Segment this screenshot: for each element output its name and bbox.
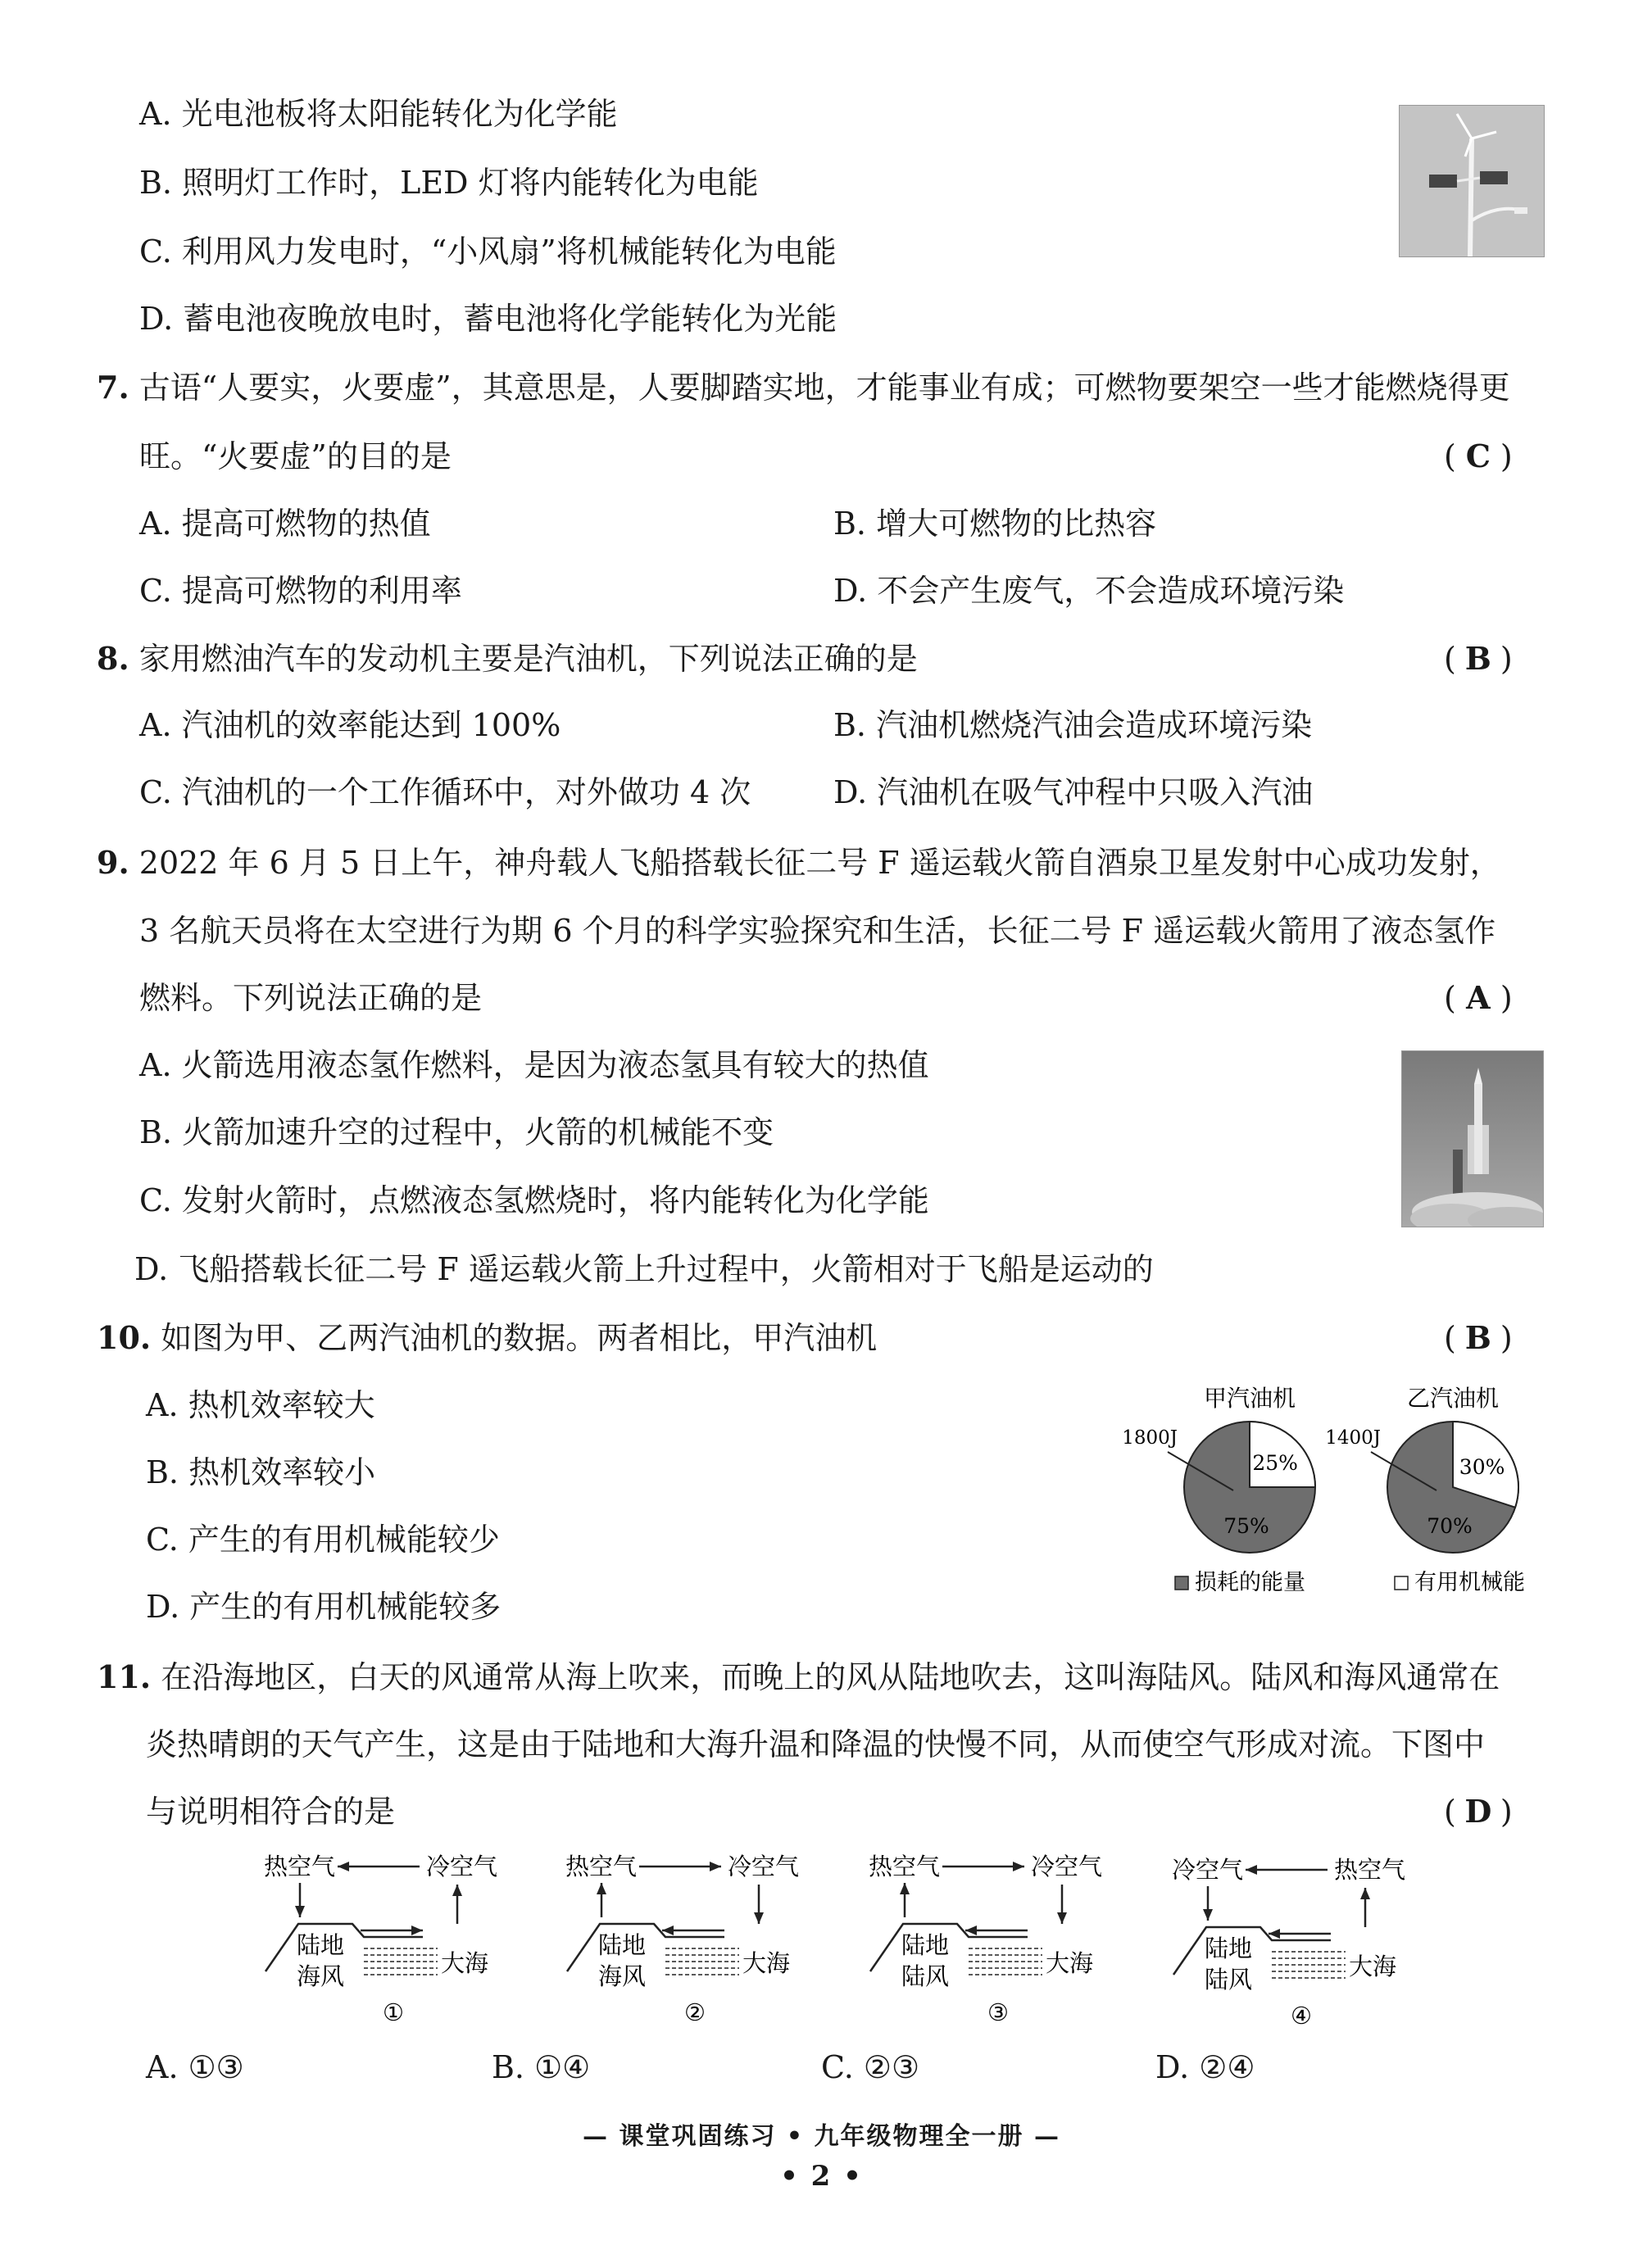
q6-option-d: D. 蓄电池夜晚放电时，蓄电池将化学能转化为光能	[139, 301, 837, 337]
footer-title: — 课堂巩固练习 • 九年级物理全一册 —	[583, 2122, 1060, 2151]
pie-loss-label-2: 70%	[1427, 1514, 1473, 1538]
diag-left-label-4: 冷空气	[1172, 1856, 1244, 1884]
q8-answer: ( B )	[1444, 640, 1513, 677]
diag-land-label-2: 陆地	[598, 1931, 647, 1959]
diag-right-arrow-1-head	[452, 1885, 462, 1896]
land-breeze-diagram-4	[1170, 1852, 1441, 2034]
q11-stem-1: 在沿海地区，白天的风通常从海上吹来，而晚上的风从陆地吹去，这叫海陆风。陆风和海风通常在	[161, 1659, 1500, 1695]
diag-top-arrow-2-head	[710, 1862, 721, 1871]
q9-option-d: D. 飞船搭载长征二号 F 遥运载火箭上升过程中，火箭相对于飞船是运动的	[134, 1251, 1154, 1287]
diag-sea-label-3: 大海	[1046, 1949, 1094, 1977]
energy-pie-charts	[1106, 1377, 1565, 1606]
diag-right-label-2: 冷空气	[728, 1853, 800, 1880]
diag-land-label-4: 陆地	[1205, 1935, 1253, 1962]
diag-land-label-3: 陆地	[901, 1931, 950, 1959]
q6-option-a: A. 光电池板将太阳能转化为化学能	[139, 96, 618, 132]
diag-wind-label-1: 海风	[297, 1962, 345, 1990]
q11-option-b: B. ①④	[492, 2049, 591, 2085]
q7-answer: ( C )	[1444, 438, 1513, 474]
q8-stem-1: 家用燃油汽车的发动机主要是汽油机，下列说法正确的是	[138, 641, 918, 677]
q11-stem-3: 与说明相符合的是	[146, 1794, 396, 1830]
q8-option-b: B. 汽油机燃烧汽油会造成环境污染	[833, 707, 1313, 743]
pie-total-label-2: 1400J	[1325, 1427, 1381, 1449]
diag-number-1: ①	[383, 1998, 404, 2026]
diag-wind-label-4: 陆风	[1205, 1966, 1253, 1994]
diag-wind-label-2: 海风	[598, 1962, 647, 1990]
q7-stem-1: 古语“人要实，火要虚”，其意思是，人要脚踏实地，才能事业有成；可燃物要架空一些才能燃烧得更	[138, 370, 1510, 406]
q11-option-c: C. ②③	[821, 2049, 920, 2085]
q11-number: 11.	[97, 1658, 152, 1695]
q8-number: 8.	[97, 640, 129, 677]
q10-option-d: D. 产生的有用机械能较多	[146, 1589, 502, 1625]
q9-stem-2: 3 名航天员将在太空进行为期 6 个月的科学实验探究和生活，长征二号 F 遥运载火箭用了液态氢作	[139, 913, 1496, 949]
pie-useful-label-1: 25%	[1252, 1450, 1298, 1475]
diag-right-label-4: 热空气	[1334, 1856, 1406, 1884]
q10-option-a: A. 热机效率较大	[146, 1387, 375, 1423]
q10-answer: ( B )	[1444, 1319, 1513, 1356]
diag-right-label-1: 冷空气	[426, 1853, 498, 1880]
q8-option-d: D. 汽油机在吸气冲程中只吸入汽油	[833, 774, 1314, 810]
diag-left-arrow-2-head	[597, 1883, 606, 1894]
diag-left-label-2: 热空气	[565, 1853, 638, 1880]
q10-option-b: B. 热机效率较小	[146, 1454, 376, 1490]
q9-number: 9.	[97, 844, 129, 881]
q7-number: 7.	[97, 369, 129, 406]
pie-title-1: 甲汽油机	[1203, 1385, 1296, 1412]
legend-swatch-useful	[1395, 1576, 1408, 1590]
page-number: • 2 •	[780, 2160, 863, 2193]
diag-left-arrow-1-head	[295, 1906, 305, 1917]
street-lamp-photo	[1399, 105, 1545, 257]
diag-number-2: ②	[684, 1998, 706, 2026]
q8-option-a: A. 汽油机的效率能达到 100%	[139, 707, 561, 743]
diag-top-arrow-1-head	[338, 1862, 349, 1871]
diag-top-arrow-4-head	[1246, 1865, 1257, 1875]
diag-land-label-1: 陆地	[297, 1931, 345, 1959]
q11-stem-2: 炎热晴朗的天气产生，这是由于陆地和大海升温和降温的快慢不同，从而使空气形成对流。下图中	[146, 1726, 1486, 1762]
diag-wind-label-3: 陆风	[901, 1962, 950, 1990]
pie-title-2: 乙汽油机	[1406, 1385, 1500, 1412]
q11-answer: ( D )	[1444, 1793, 1513, 1830]
q10-stem-1: 如图为甲、乙两汽油机的数据。两者相比，甲汽油机	[161, 1320, 878, 1356]
diag-left-arrow-3-head	[900, 1883, 910, 1894]
diag-left-label-3: 热空气	[869, 1853, 941, 1880]
rocket-launch-photo	[1401, 1050, 1544, 1227]
sea-breeze-diagram-1	[262, 1848, 533, 2030]
land-breeze-diagram-3	[867, 1848, 1137, 2030]
q7-option-a: A. 提高可燃物的热值	[139, 506, 431, 542]
diag-sea-label-1: 大海	[441, 1949, 489, 1977]
legend-label-useful: 有用机械能	[1414, 1570, 1525, 1595]
pie-loss-label-1: 75%	[1223, 1514, 1269, 1538]
q9-answer: ( A )	[1444, 979, 1513, 1016]
q7-option-c: C. 提高可燃物的利用率	[139, 573, 462, 609]
sea-breeze-diagram-2	[564, 1848, 834, 2030]
diag-number-3: ③	[987, 1998, 1009, 2026]
diag-bottom-arrow-1-head	[411, 1926, 423, 1935]
q9-stem-1: 2022 年 6 月 5 日上午，神舟载人飞船搭载长征二号 F 遥运载火箭自酒泉卫星发射中心成功发射，	[138, 845, 1501, 881]
diag-top-arrow-3-head	[1013, 1862, 1024, 1871]
q10-option-c: C. 产生的有用机械能较少	[146, 1522, 500, 1558]
q9-option-b: B. 火箭加速升空的过程中，火箭的机械能不变	[139, 1114, 774, 1150]
q9-stem-3: 燃料。下列说法正确的是	[139, 980, 483, 1016]
diag-sea-label-2: 大海	[742, 1949, 791, 1977]
q6-option-b: B. 照明灯工作时，LED 灯将内能转化为电能	[139, 165, 759, 201]
q9-option-a: A. 火箭选用液态氢作燃料，是因为液态氢具有较大的热值	[139, 1047, 929, 1083]
diag-sea-label-4: 大海	[1349, 1953, 1397, 1980]
q7-stem-2: 旺。“火要虚”的目的是	[139, 438, 452, 474]
diag-left-arrow-4-head	[1203, 1909, 1213, 1921]
legend-swatch-loss	[1175, 1576, 1188, 1590]
q6-option-c: C. 利用风力发电时，“小风扇”将机械能转化为电能	[139, 234, 837, 270]
legend-label-loss: 损耗的能量	[1195, 1570, 1305, 1595]
diag-right-arrow-3-head	[1057, 1912, 1067, 1924]
pie-total-label-1: 1800J	[1122, 1427, 1178, 1449]
diag-right-label-3: 冷空气	[1031, 1853, 1103, 1880]
q8-option-c: C. 汽油机的一个工作循环中，对外做功 4 次	[139, 774, 751, 810]
diag-right-arrow-2-head	[754, 1912, 764, 1924]
q9-option-c: C. 发射火箭时，点燃液态氢燃烧时，将内能转化为化学能	[139, 1182, 929, 1218]
q11-option-d: D. ②④	[1155, 2049, 1255, 2085]
diag-number-4: ④	[1291, 2002, 1312, 2030]
diag-left-label-1: 热空气	[264, 1853, 336, 1880]
q10-number: 10.	[97, 1319, 152, 1356]
q11-option-a: A. ①③	[146, 2049, 244, 2085]
pie-useful-label-2: 30%	[1459, 1455, 1505, 1480]
q7-option-b: B. 增大可燃物的比热容	[833, 506, 1157, 542]
q7-option-d: D. 不会产生废气，不会造成环境污染	[833, 573, 1345, 609]
diag-right-arrow-4-head	[1360, 1888, 1370, 1899]
